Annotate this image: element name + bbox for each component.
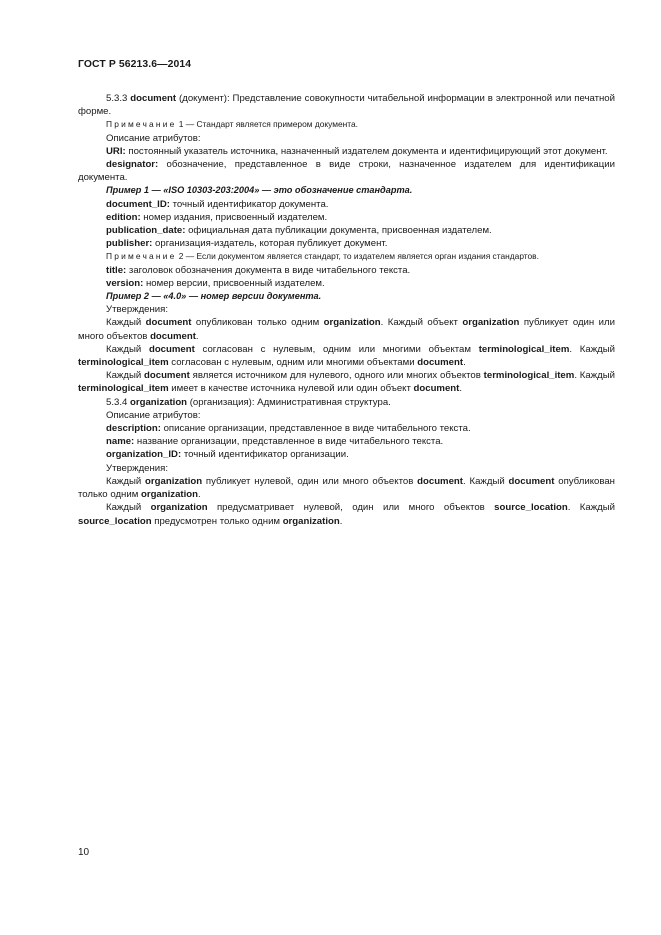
term: document [148, 343, 195, 355]
assertions-heading: Утверждения: [106, 304, 169, 316]
text-run: Каждый [106, 317, 146, 329]
attribute-publication-date [78, 224, 615, 237]
attribute-term: edition: [106, 211, 141, 223]
attribute-organization-id [78, 448, 615, 461]
attribute-term: publication_date: [106, 225, 186, 237]
clause-term: document [130, 93, 177, 104]
attribute-term: publisher: [106, 238, 153, 250]
term: document [508, 475, 555, 487]
attribute-description: точный идентификатор организации. [181, 449, 349, 461]
text-run: является источником для нулевого, одного или многих объектов [189, 370, 484, 382]
note-text: 1 — Стандарт является примером документа. [176, 119, 358, 130]
term: terminological_item [78, 383, 169, 395]
text-run: согласован с нулевым, одним или многими объектам [194, 343, 479, 355]
text-run: Каждый [106, 343, 149, 355]
term: organization [323, 317, 381, 329]
assertions-heading: Утверждения: [106, 462, 169, 474]
attributes-heading: Описание атрибутов: [106, 132, 201, 144]
text-run: имеет в качестве источника нулевой или один объект [168, 383, 414, 395]
attribute-designator [78, 158, 615, 184]
term: document [150, 330, 196, 342]
assertion-paragraph [78, 475, 615, 501]
attribute-description: описание организации, представленное в виде читабельного текста. [160, 423, 471, 435]
term: organization [150, 502, 208, 514]
attribute-term: name: [106, 436, 135, 448]
term: terminological_item [78, 357, 169, 369]
text-run: . Каждый [574, 370, 615, 382]
attribute-description: номер издания, присвоенный издателем. [140, 211, 328, 223]
attribute-uri [78, 145, 615, 158]
example-1: Пример 1 — «ISO 10303-203:2004» — это обозначение стандарта. [106, 185, 413, 196]
note-1 [78, 118, 615, 131]
attribute-title [78, 264, 615, 277]
text-run: публикует один или много объектов [78, 317, 615, 342]
term: organization [145, 475, 203, 487]
attributes-heading: Описание атрибутов: [106, 409, 201, 421]
note-2 [78, 250, 615, 263]
clause-number: 5.3.4 [106, 396, 131, 408]
attribute-term: designator: [106, 159, 159, 171]
text-run: предусмотрен только одним [151, 515, 283, 527]
assertion-paragraph [78, 369, 615, 395]
text-run: . Каждый [462, 475, 509, 487]
clause-5-3-4 [78, 396, 615, 409]
attribute-description: точный идентификатор документа. [169, 198, 329, 210]
text-run: . [459, 383, 463, 395]
attribute-description: номер версии, присвоенный издателем. [143, 277, 325, 289]
attribute-version [78, 277, 615, 290]
note-text: 2 — Если документом является стандарт, то издателем является орган издания стандартов. [176, 251, 539, 262]
clause-definition: (документ): Представление совокупности читабельной информации в электронной или печатной форме. [78, 93, 615, 118]
term: document [144, 370, 190, 382]
text-run: . [198, 489, 201, 501]
term: document [145, 317, 192, 329]
clause-5-3-3 [78, 92, 615, 118]
example-2: Пример 2 — «4.0» — номер версии документа. [106, 291, 322, 302]
attribute-term: title: [106, 264, 127, 276]
term: terminological_item [483, 370, 575, 382]
text-run: . Каждый объект [380, 317, 463, 329]
text-run: . [195, 330, 199, 342]
note-label: Примечание [106, 119, 177, 130]
text-run: . Каждый [569, 343, 615, 355]
clause-definition: (организация): Административная структура. [187, 396, 391, 408]
attribute-document-id [78, 198, 615, 211]
text-run: . Каждый [567, 502, 615, 514]
attribute-description: постоянный указатель источника, назначенный издателем документа и идентифицирующий этот документ. [125, 145, 608, 157]
term: source_location [494, 502, 568, 514]
page-number: 10 [78, 847, 90, 858]
attribute-term: document_ID: [106, 198, 170, 210]
attribute-description: заголовок обозначения документа в виде читабельного текста. [126, 264, 411, 276]
attribute-term: organization_ID: [106, 449, 182, 461]
assertion-paragraph [78, 316, 615, 342]
assertion-paragraph [78, 501, 615, 527]
text-run: . [339, 515, 343, 527]
page-body [78, 92, 615, 528]
assertion-paragraph [78, 343, 615, 369]
clause-number: 5.3.3 [106, 93, 131, 104]
text-run: Каждый [106, 475, 146, 487]
attribute-description-field [78, 422, 615, 435]
text-run: Каждый [106, 370, 145, 382]
term: organization [462, 317, 520, 329]
text-run: предусматривает нулевой, один или много объектов [207, 502, 495, 514]
term: document [417, 357, 464, 369]
term: document [417, 475, 463, 487]
text-run: согласован с нулевым, одним или многими объектами [168, 357, 418, 369]
term: organization [282, 515, 340, 527]
attribute-name [78, 435, 615, 448]
attribute-term: description: [106, 423, 161, 435]
text-run: . [463, 357, 466, 369]
term: organization [140, 489, 198, 501]
text-run: опубликован только одним [78, 475, 615, 501]
attribute-description: официальная дата публикации документа, присвоенная издателем. [185, 225, 492, 237]
standard-header: ГОСТ Р 56213.6—2014 [78, 59, 192, 70]
term: document [413, 383, 460, 395]
text-run: Каждый [106, 502, 151, 514]
attribute-term: URI: [106, 145, 126, 157]
attribute-publisher [78, 237, 615, 250]
clause-term: organization [130, 396, 188, 408]
note-label: Примечание [106, 251, 177, 262]
term: source_location [78, 515, 152, 527]
text-run: опубликован только одним [191, 317, 324, 329]
attribute-description: обозначение, представленное в виде строки, назначенное издателем для идентификации документа. [78, 159, 615, 184]
attribute-term: version: [106, 277, 144, 289]
term: terminological_item [478, 343, 570, 355]
attribute-description: организация-издатель, которая публикует документ. [152, 238, 388, 250]
attribute-edition [78, 211, 615, 224]
text-run: публикует нулевой, один или много объектов [202, 475, 418, 487]
attribute-description: название организации, представленное в виде читабельного текста. [134, 436, 444, 448]
